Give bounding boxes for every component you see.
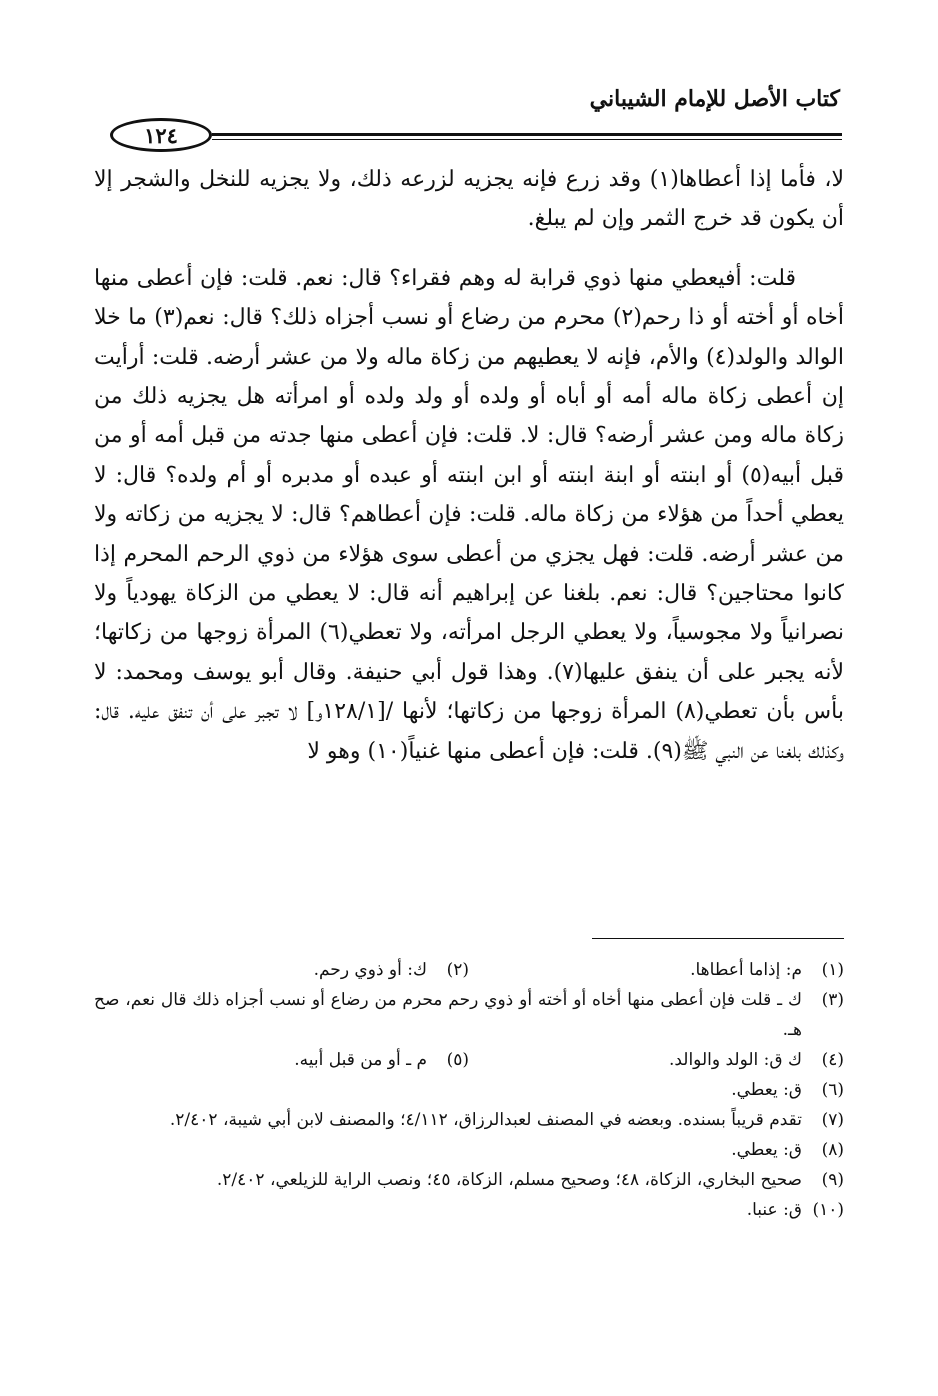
header-rule <box>212 133 842 136</box>
footnote-text: ك: أو ذوي رحم. <box>313 960 427 980</box>
footnote-item <box>94 1105 844 1135</box>
footnote-text: ك ـ قلت فإن أعطى منها أخاه أو أخته أو ذوي رحم محرم من رضاع أو نسب أجزاه ذلك قال نعم، صح هـ. <box>94 990 802 1040</box>
footnote-number: (٩) <box>821 1170 844 1190</box>
footnote-number: (١) <box>821 960 844 980</box>
footnote-text: ق: يعطي. <box>731 1140 802 1160</box>
page-number-badge <box>110 118 212 152</box>
footnote-number: (١٠) <box>812 1200 844 1220</box>
main-text <box>94 160 844 771</box>
footnote-text: ك ق: الولد والوالد. <box>668 1050 802 1070</box>
footnote-number: (٦) <box>821 1080 844 1100</box>
footnote-text: ق: عنبا. <box>746 1200 802 1220</box>
footnote-text: م: إذاما أعطاها. <box>690 960 802 980</box>
footnotes <box>94 955 844 1225</box>
footnote-row <box>94 1195 844 1225</box>
footnote-text: ق: يعطي. <box>731 1080 802 1100</box>
footnote-row <box>94 1135 844 1165</box>
footnote-row <box>94 985 844 1045</box>
footnote-item <box>94 1045 469 1075</box>
footnote-item <box>94 1135 844 1165</box>
footnote-row <box>94 1105 844 1135</box>
footnote-number: (٣) <box>821 990 844 1010</box>
footnote-row <box>94 955 844 985</box>
page-number: ١٢٤ <box>144 122 178 148</box>
footnote-number: (٢) <box>446 960 469 980</box>
footnote-text: تقدم قريباً بسنده. وبعضه في المصنف لعبدالرزاق، ٤/١١٢؛ والمصنف لابن أبي شيبة، ٢/٤٠٢. <box>169 1110 802 1130</box>
footnote-row <box>94 1165 844 1195</box>
footnote-item <box>469 1045 844 1075</box>
footnote-item <box>94 1195 844 1225</box>
paragraph-2: قلت: أفيعطي منها ذوي قرابة له وهم فقراء؟ قال: نعم. قلت: فإن أعطى منها أخاه أو أخته أو ذا رحم(٢) محرم من رضاع أو نسب أجزاه ذلك؟ قال: نعم(٣) ما خلا الوالد والولد(٤) والأم، فإنه لا يعطيهم من زكاة ماله ولا من عشر أرضه. قلت: أرأيت إن أعطى زكاة ماله أمه أو أباه أو ولده أو ولد ولده أو امرأته هل يجزيه ذلك من زكاة ماله ومن عشر أرضه؟ قال: لا. قلت: فإن أعطى منها جدته من قبل أمه أو من قبل أبيه(٥) أو ابنته أو ابنة ابنته أو ابن ابنته أو عبده أو مدبره أو أم ولده؟ قال: لا يعطي أحداً من هؤلاء من زكاة ماله. قلت: فإن أعطاهم؟ قال: لا يجزيه من زكاته ولا من عشر أرضه. قلت: فهل يجزي من أعطى سوى هؤلاء من ذوي الرحم المحرم إذا كانوا محتاجين؟ قال: نعم. بلغنا عن إبراهيم أنه قال: لا يعطي من الزكاة يهودياً ولا نصرانياً ولا مجوسياً، ولا يعطي الرجل امرأته، ولا تعطي(٦) المرأة زوجها من زكاتها؛ لأنه يجبر على أن ينفق عليها(٧). وهذا قول أبي حنيفة. وقال أبو يوسف ومحمد: لا بأس بأن تعطي(٨) المرأة زوجها من زكاتها؛ لأنها /[١٢٨/١و] لا تجبر على أن تنفق عليه. قال: وكذلك بلغنا عن النبي ﷺ(٩). قلت: فإن أعطى منها غنياً(١٠) وهو لا <box>94 265 845 764</box>
footnote-row <box>94 1045 844 1075</box>
footnote-number: (٤) <box>821 1050 844 1070</box>
footnote-item <box>94 985 844 1045</box>
footnote-text: م ـ أو من قبل أبيه. <box>294 1050 427 1070</box>
footnote-item <box>94 955 469 985</box>
header-rule-thin <box>212 139 842 140</box>
footnote-separator <box>592 938 844 939</box>
footnote-row <box>94 1075 844 1105</box>
footnote-number: (٥) <box>446 1050 469 1070</box>
footnote-number: (٨) <box>821 1140 844 1160</box>
footnote-item <box>94 1165 844 1195</box>
footnote-text: صحيح البخاري، الزكاة، ٤٨؛ وصحيح مسلم، الزكاة، ٤٥؛ ونصب الراية للزيلعي، ٢/٤٠٢. <box>216 1170 802 1190</box>
paragraph-1: لا، فأما إذا أعطاها(١) وقد زرع فإنه يجزيه لزرعه ذلك، ولا يجزيه للنخل والشجر إلا أن يكون قد خرج الثمر وإن لم يبلغ. <box>94 167 844 232</box>
footnote-item <box>469 955 844 985</box>
running-header-title: كتاب الأصل للإمام الشيباني <box>589 86 840 112</box>
footnote-item <box>94 1075 844 1105</box>
footnote-number: (٧) <box>821 1110 844 1130</box>
